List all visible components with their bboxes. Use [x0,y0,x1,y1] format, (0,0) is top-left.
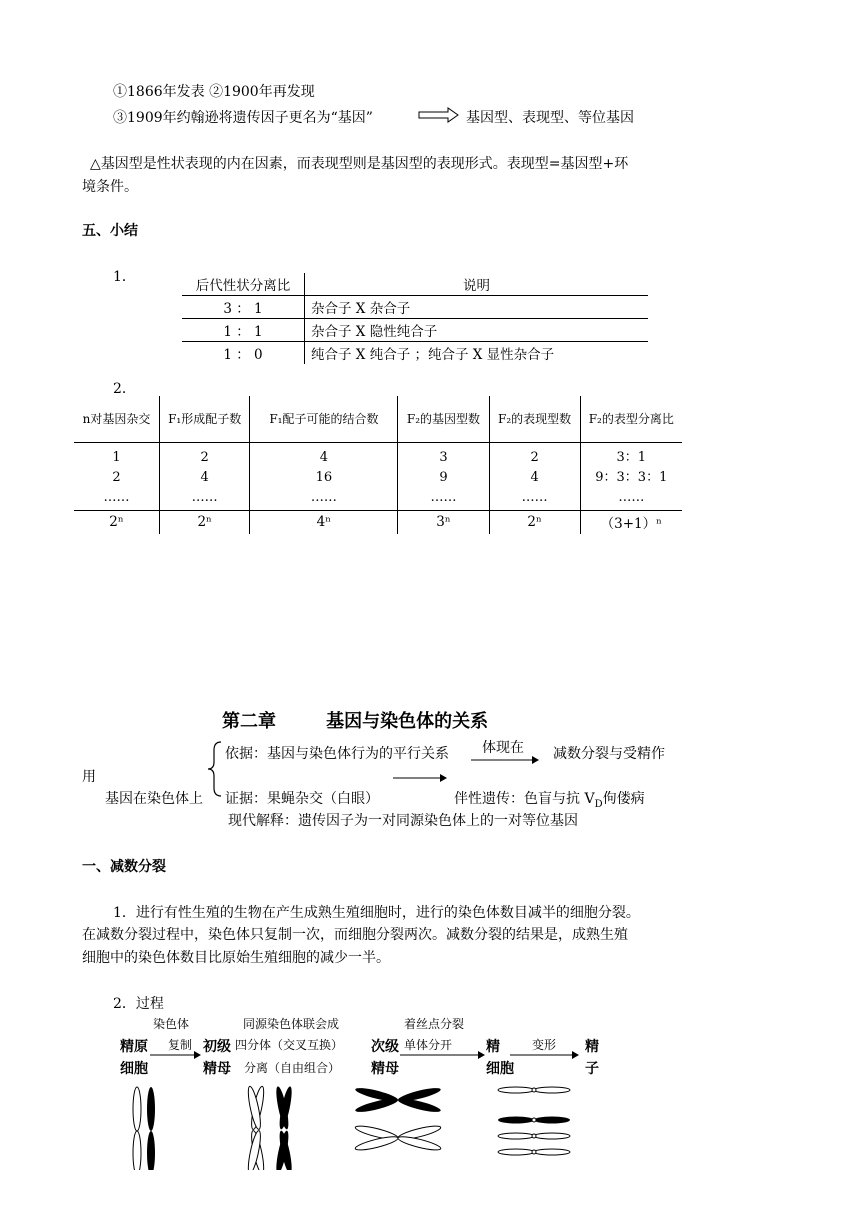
genotype-note: △基因型是性状表现的内在因素，而表现型则是基因型的表现形式。表现型=基因型+环 [90,156,629,172]
segregation-ratio-table [182,273,648,364]
stage-label: 次级 [371,1039,399,1055]
stage-label: 精母 [203,1061,231,1077]
table-row [182,296,648,319]
ratio-cell: 1 ： 0 [182,342,305,365]
sex-linked-main: 伴性遗传：色盲与抗 V [454,791,595,807]
ratio-cell: 1 ： 1 [182,319,305,342]
table-cell: …… [521,489,548,505]
basis-text: 依据：基因与染色体行为的平行关系 [225,746,449,762]
ratio-cell: 3 ： 1 [182,296,305,319]
table-cell: …… [103,489,130,505]
table-cell: 2 [200,449,209,465]
stage-label: 初级 [203,1039,231,1055]
meiosis-paragraph-line: 细胞中的染色体数目比原始生殖细胞的减少一半。 [82,950,390,966]
table-cell: 2 [530,449,539,465]
sex-linked-text [454,788,645,810]
table-header: F₁配子可能的结合数 [250,396,398,442]
step-c-top: 着丝点分裂 [404,1017,465,1031]
gene-terms: 基因型、表现型、等位基因 [466,110,634,126]
table-cell: 4 [319,449,329,465]
table-row [182,342,648,365]
table-header: n对基因杂交 [74,396,159,442]
step-c-bottom: 单体分开 [404,1038,453,1052]
meiosis-paragraph-line: 1．进行有性生殖的生物在产生成熟生殖细胞时，进行的染色体数目减半的细胞分裂。 [113,905,640,921]
history-line-1: ①1866年发表 ②1900年再发现 [113,84,315,100]
modern-explanation: 现代解释：遗传因子为一对同源染色体上的一对等位基因 [228,813,578,829]
genotype-note-wrap: 境条件。 [82,179,138,195]
step-b-top: 同源染色体联会成 [243,1017,340,1031]
sex-linked-subscript: D [594,798,603,810]
embodied-label: 体现在 [482,740,524,756]
step-d: 变形 [532,1038,557,1052]
table-cell: 3ⁿ [398,510,489,534]
brace-icon [205,740,225,798]
table-cell: 9 [439,469,448,485]
evidence-text: 证据：果蝇杂交（白眼） [225,791,379,807]
table-cell: 2ⁿ [74,510,159,534]
meiosis-heading: 一、减数分裂 [82,859,166,875]
gene-hybrid-table [74,396,682,534]
chromatid-pair-icon [354,1123,441,1152]
stage-label: 精 [585,1039,599,1055]
chromosome-icon [498,1149,570,1155]
chromatid-pair-icon [354,1085,441,1114]
table-cell: 2 [112,469,121,485]
table-cell: 2ⁿ [159,510,249,534]
table-cell: 2ⁿ [489,510,580,534]
step-b-mid: 四分体（交叉互换） [235,1038,344,1052]
gene-on-chromosome: 基因在染色体上 [105,791,203,807]
table-cell: 16 [315,469,333,485]
stage-label: 精母 [371,1061,399,1077]
tetrad-icon [246,1086,294,1170]
embodied-result: 减数分裂与受精作 [553,746,665,762]
chromosome-icon [498,1133,570,1139]
item-1-number: 1． [113,269,136,285]
table-cell: …… [191,489,218,505]
arrow-icon [400,1051,485,1059]
description-cell: 杂合子 X 杂合子 [311,301,411,317]
chromosome-icon [498,1087,570,1093]
chapter-title: 第二章 基因与染色体的关系 [222,711,489,732]
table-cell: （3+1）ⁿ [600,516,662,533]
table-header: F₂的基因型数 [398,396,489,442]
sex-linked-end: 佝偻病 [602,791,645,807]
table-cell: 3 [439,449,448,465]
arrow-icon [418,106,460,124]
stage-label: 子 [585,1061,599,1077]
step-a-top: 染色体 [153,1017,190,1031]
step-b-bottom: 分离（自由组合） [244,1061,341,1075]
table-cell: …… [430,489,457,505]
table-cell: 4 [530,469,539,485]
history-line-2: ③1909年约翰逊将遗传因子更名为“基因” [113,110,373,126]
item-2-number: 2． [113,381,136,397]
meiosis-paragraph-line: 在减数分裂过程中，染色体只复制一次，而细胞分裂两次。减数分裂的结果是，成熟生殖 [82,927,628,943]
chromosome-pair-icon [133,1087,155,1170]
embodied-result-wrap: 用 [82,769,96,785]
stage-label: 细胞 [120,1061,148,1077]
step-a-bottom: 复制 [168,1038,193,1052]
table-cell: 1 [112,449,121,465]
process-label: 2．过程 [113,996,164,1012]
arrow-icon [150,1051,201,1059]
arrow-icon [470,755,540,765]
summary-heading: 五、小结 [82,223,138,239]
stage-label: 精原 [120,1039,148,1055]
stage-label: 细胞 [486,1061,514,1077]
stage-label: 精 [486,1039,500,1055]
table-cell: …… [618,489,645,505]
table-header: F₂的表型分离比 [588,412,674,427]
description-cell: 纯合子 X 纯合子 ；纯合子 X 显性杂合子 [311,347,555,363]
table-cell: 4 [200,469,209,485]
table-cell: …… [310,489,337,505]
meiosis-diagram [0,1040,860,1170]
table-cell: 3：1 [616,449,647,465]
table-row [182,319,648,342]
arrow-icon [510,1051,579,1059]
chromosome-icon [498,1117,570,1124]
description-cell: 杂合子 X 隐性纯合子 [311,324,438,340]
table-cell: 9：3：3：1 [595,469,668,485]
arrow-icon [392,773,448,783]
table-header: F₁形成配子数 [159,396,249,442]
table-header: 后代性状分离比 [182,273,305,296]
table-header: 说明 [463,278,490,294]
table-header: F₂的表现型数 [489,396,580,442]
table-cell: 4ⁿ [250,510,398,534]
